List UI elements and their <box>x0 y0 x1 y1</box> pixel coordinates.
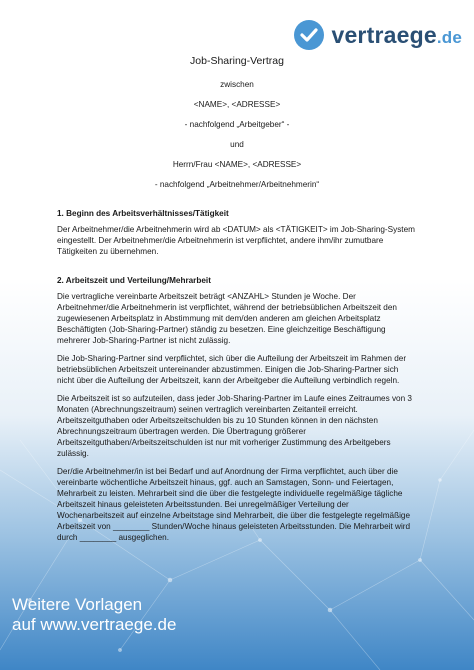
section-2-paragraph-2: Die Job-Sharing-Partner sind verpflichtet, sich über die Aufteilung der Arbeitszeit im Rahmen der betriebsüblichen Arbeitszeit untereinander abzustimmen. Einigen die Job-Sharing-Partner sich nicht über die Aufteilung der Arbeitszeit, kann der Arbeitgeber die Aufteilung verbindlich regeln. <box>57 354 407 385</box>
footer-line-1: Weitere Vorlagen <box>12 595 143 614</box>
document-title: Job-Sharing-Vertrag <box>190 55 284 67</box>
section-2-paragraph-4: Der/die Arbeitnehmer/in ist bei Bedarf und auf Anordnung der Firma verpflichtet, auch über die vereinbarte wöchentliche Arbeitszeit hinaus, ggf. auch an Samstagen, Sonn- und Feiertagen, Mehrarbeit zu leisten. Mehrarbeit sind die über die festgelegte individuelle regelmäßige tägliche Arbeitszeit hinaus geleisteten Arbeitsstunden. Bei unregelmäßiger Verteilung der Wochenarbeitszeit auf einzelne Arbeitstage sind Mehrarbeit, die über die festgelegte regelmäßige Arbeitszeit von ________ Stunden/Woche hinaus geleisteten Arbeitsstunden. Die Mehrarbeit wird durch ________ ausgeglichen. <box>57 467 411 542</box>
section-1-paragraph-1: Der Arbeitnehmer/die Arbeitnehmerin wird ab <DATUM> als <TÄTIGKEIT> im Job-Sharing-System eingestellt. Der Arbeitnehmer/die Arbeitnehmerin ist verpflichtet, andere ihm/ihr zumutbare Tätigkeiten zu übernehmen. <box>57 225 415 256</box>
section-heading-1: 1. Beginn des Arbeitsverhältnisses/Tätigkeit <box>57 209 229 218</box>
and-text: und <box>230 140 244 149</box>
logo-circle-icon <box>293 19 325 51</box>
between-text: zwischen <box>220 80 254 89</box>
employee-party: Herrn/Frau <NAME>, <ADRESSE> <box>172 160 302 169</box>
logo-wordmark: vertraege.de <box>331 21 462 48</box>
employee-role: - nachfolgend „Arbeitnehmer/Arbeitnehmerin“ <box>154 180 320 189</box>
footer-line-2: auf www.vertraege.de <box>12 615 177 634</box>
section-heading-2: 2. Arbeitszeit und Verteilung/Mehrarbeit <box>57 276 211 285</box>
employer-role: - nachfolgend „Arbeitgeber“ - <box>184 120 290 129</box>
promo-footer[interactable] <box>12 595 176 635</box>
employer-party: <NAME>, <ADRESSE> <box>193 100 281 109</box>
section-2-paragraph-3: Die Arbeitszeit ist so aufzuteilen, dass jeder Job-Sharing-Partner im Laufe eines Zeitraumes von 3 Monaten (Abrechnungszeitraum) seinen vertraglich vereinbarten Zeitanteil erreicht. Arbeitszeitguthaben oder Arbeitszeitschulden bis zu 10 Stunden können in den nächsten Abrechnungszeitraum übertragen werden. Die Übertragung größerer Arbeitszeitguthaben/Arbeitszeitschulden ist nur mit vorheriger Zustimmung des Arbeitgebers zulässig. <box>57 394 412 458</box>
section-2-paragraph-1: Die vertragliche vereinbarte Arbeitszeit beträgt <ANZAHL> Stunden je Woche. Der Arbeitnehmer/die Arbeitnehmerin ist verpflichtet, während der betriebsüblichen Arbeitszeit den zugewiesenen Arbeitsplatz in Abstimmung mit dem/den anderen am gleichen Arbeitsplatz Beschäftigten (Job-Sharing-Partner) ständig zu besetzen. Eine gleichzeitige Beschäftigung mehrerer Job-Sharing-Partner ist nicht zulässig. <box>57 292 397 345</box>
brand-logo[interactable] <box>293 18 462 52</box>
contract-document <box>57 56 417 550</box>
